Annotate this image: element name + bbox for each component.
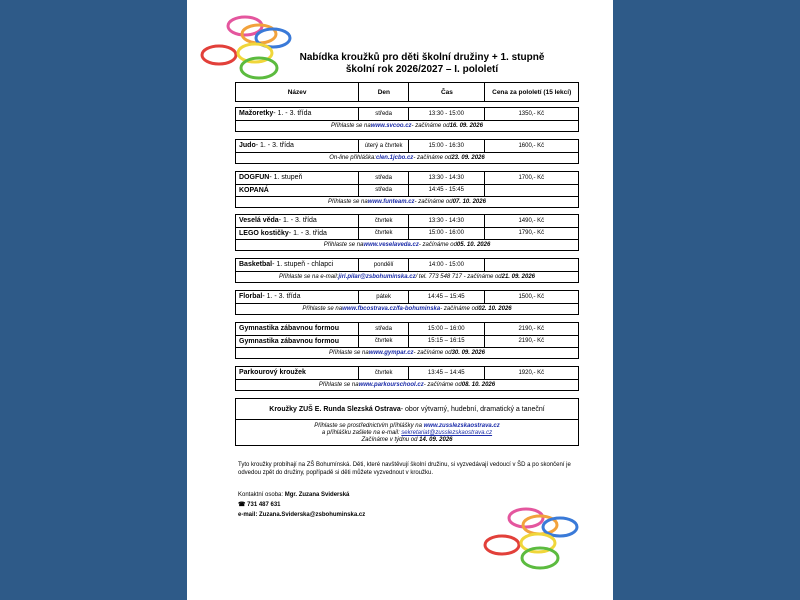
signup-link[interactable]: clen.1jcbo.cz xyxy=(375,154,414,161)
zus-line3-text: Začínáme v týdnu od xyxy=(361,437,420,443)
activity-name-cell xyxy=(236,367,359,379)
activity-row xyxy=(236,228,578,241)
activity-name-cell xyxy=(236,215,359,227)
activity-price xyxy=(485,259,578,271)
activity-name: Basketbal xyxy=(239,261,273,269)
activity-name: Veselá věda xyxy=(239,217,279,225)
activity-time: 13:30 - 15:00 xyxy=(409,108,485,120)
activity-day: pondělí xyxy=(359,259,409,271)
signup-text: On-line přihláška: xyxy=(329,154,376,161)
activity-name: Judo xyxy=(239,142,256,150)
header-day: Den xyxy=(359,83,409,101)
activity-block xyxy=(235,366,579,391)
contact-label: Kontaktní osoba: xyxy=(238,492,285,498)
start-date: 30. 09. 2026 xyxy=(451,350,485,356)
activity-price xyxy=(485,185,578,197)
signup-start-text: / tel. 773 548 717 - začínáme od xyxy=(415,273,502,280)
activity-day: středa xyxy=(359,323,409,335)
activity-day: pátek xyxy=(359,291,409,303)
activity-block xyxy=(235,322,579,359)
activity-row xyxy=(236,323,578,336)
contact-email[interactable]: Zuzana.Sviderska@zsbohuminska.cz xyxy=(259,512,366,518)
activity-name: Gymnastika zábavnou formou xyxy=(239,325,339,333)
activity-grade: - 1. - 3. třída xyxy=(262,293,301,301)
signup-line xyxy=(236,272,578,282)
activity-row xyxy=(236,185,578,198)
signup-line xyxy=(236,121,578,131)
activity-block xyxy=(235,214,579,251)
signup-start-text: - začínáme od xyxy=(423,381,462,388)
activity-name: Gymnastika zábavnou formou xyxy=(239,337,339,345)
activity-name: Mažoretky xyxy=(239,110,274,118)
activity-time: 15:00 - 16:30 xyxy=(409,140,485,152)
signup-line xyxy=(236,153,578,163)
activity-block xyxy=(235,258,579,283)
phone-icon: ☎ xyxy=(238,502,246,508)
signup-text: Přihlaste se na xyxy=(328,199,368,205)
activity-time: 15:00 - 16:00 xyxy=(409,228,485,240)
activity-price: 1920,- Kč xyxy=(518,369,545,376)
header-name: Název xyxy=(236,83,359,101)
email-label: e-mail: xyxy=(238,512,260,518)
signup-link[interactable]: www.gympar.cz xyxy=(368,350,414,356)
activity-price: 2190,- Kč xyxy=(518,325,545,332)
activity-name: DOGFUN xyxy=(239,174,270,182)
zus-block xyxy=(235,398,579,446)
document-title xyxy=(247,52,597,76)
signup-link[interactable]: www.veselaveda.cz xyxy=(363,242,419,248)
activity-name-cell xyxy=(236,259,359,271)
activity-name: LEGO kostičky xyxy=(239,229,289,237)
activity-day: úterý a čtvrtek xyxy=(359,140,409,152)
start-date: 08. 10. 2026 xyxy=(461,381,496,388)
activity-name-cell xyxy=(236,228,359,240)
contact-phone: 731 487 631 xyxy=(247,502,281,508)
signup-text: Přihlaste se na e-mail: xyxy=(279,273,339,280)
zus-start-date: 14. 09. 2026 xyxy=(419,437,453,443)
activity-row xyxy=(236,140,578,153)
activity-time: 14:45 - 15:45 xyxy=(409,185,485,197)
activity-price: 2190,- Kč xyxy=(518,338,545,345)
activity-row xyxy=(236,172,578,185)
zus-title: Kroužky ZUŠ E. Runda Slezská Ostrava xyxy=(269,405,401,413)
activity-day: čtvrtek xyxy=(359,228,409,240)
zus-signup xyxy=(236,420,578,444)
signup-link[interactable]: www.svcoo.cz xyxy=(370,122,412,129)
activity-name-cell xyxy=(236,291,359,303)
activity-grade: - 1. - 3. třída xyxy=(255,142,294,150)
activity-name-cell xyxy=(236,108,359,120)
activity-price: 1350,- Kč xyxy=(518,110,545,117)
activity-day: středa xyxy=(359,108,409,120)
activity-grade: - 1. stupeň xyxy=(269,174,303,182)
activity-block xyxy=(235,107,579,132)
signup-text: Přihlaste se na xyxy=(302,305,343,312)
activity-name-cell xyxy=(236,336,359,348)
activity-time: 15:00 – 16:00 xyxy=(409,323,485,335)
table-header xyxy=(235,82,579,102)
signup-text: Přihlaste se na xyxy=(331,122,371,129)
activity-day: čtvrtek xyxy=(359,367,409,379)
activity-price: 1700,- Kč xyxy=(518,174,545,181)
start-date: 16. 09. 2026 xyxy=(449,122,483,129)
signup-start-text: - začínáme od xyxy=(418,242,457,248)
start-date: 23. 09. 2026 xyxy=(451,154,485,161)
title-line-2: školní rok 2026/2027 – I. pololetí xyxy=(345,64,499,75)
activity-row xyxy=(236,336,578,349)
header-time: Čas xyxy=(409,83,485,101)
signup-link[interactable]: jiri.pilar@zsbohuminska.cz xyxy=(338,273,416,280)
activity-row xyxy=(236,259,578,272)
activity-grade: - 1. stupeň - chlapci xyxy=(272,261,334,269)
signup-text: Přihlaste se na xyxy=(323,242,364,248)
activity-block xyxy=(235,171,579,208)
signup-link[interactable]: www.parkourschool.cz xyxy=(358,381,424,388)
activity-time: 13:30 - 14:30 xyxy=(409,172,485,184)
activity-time: 14:00 - 15:00 xyxy=(409,259,485,271)
signup-start-text: - začínáme od xyxy=(413,154,452,161)
activity-day: čtvrtek xyxy=(359,215,409,227)
activity-price: 1500,- Kč xyxy=(518,293,545,300)
signup-line xyxy=(236,304,578,314)
document-page xyxy=(187,0,613,600)
signup-link[interactable]: www.funteam.cz xyxy=(367,199,415,205)
signup-text: Přihlaste se na xyxy=(329,350,369,356)
activity-day: středa xyxy=(359,172,409,184)
activity-name-cell xyxy=(236,140,359,152)
activity-name-cell xyxy=(236,185,359,197)
activity-name: KOPANÁ xyxy=(239,186,269,194)
signup-start-text: - začínáme od xyxy=(411,122,450,129)
signup-line xyxy=(236,348,578,358)
activity-row xyxy=(236,108,578,121)
info-note: Tyto kroužky probíhají na ZŠ Bohumínská. Děti, které navštěvují školní družinu, si vyzvedávají vedoucí v ŠD a po skončení je odvedou zpět do družiny, popřípadě si děti můžete vyzvednout v kroužku. xyxy=(238,462,571,476)
rings-decoration-bottom xyxy=(480,505,590,575)
activity-price: 1490,- Kč xyxy=(518,217,545,224)
zus-title-row xyxy=(236,399,578,420)
activity-block xyxy=(235,139,579,164)
signup-link[interactable]: www.fbcostrava.cz/fa-bohuminska xyxy=(342,305,441,312)
activity-time: 13:45 – 14:45 xyxy=(409,367,485,379)
contact-person: Mgr. Zuzana Sviderská xyxy=(284,492,350,498)
signup-start-text: - začínáme od xyxy=(414,199,453,205)
activity-block xyxy=(235,290,579,315)
activity-row xyxy=(236,367,578,380)
header-price: Cena za pololetí (15 lekcí) xyxy=(492,88,572,96)
zus-line2-text: a přihlášku zašlete na e-mail: xyxy=(321,430,402,436)
contact-info xyxy=(238,490,365,520)
activity-time: 13:30 - 14:30 xyxy=(409,215,485,227)
zus-web-link[interactable]: www.zusslezskaostrava.cz xyxy=(423,423,500,429)
signup-start-text: - začínáme od xyxy=(440,305,479,312)
start-date: 21. 09. 2026 xyxy=(501,273,535,280)
activity-grade: - 1. - 3. třída xyxy=(273,110,312,118)
signup-text: Přihlaste se na xyxy=(318,381,359,388)
signup-line xyxy=(236,380,578,390)
activity-time: 15:15 – 16:15 xyxy=(409,336,485,348)
activity-name: Florbal xyxy=(239,293,263,301)
start-date: 05. 10. 2026 xyxy=(456,242,491,248)
activity-day: středa xyxy=(359,185,409,197)
activity-price: 1790,- Kč xyxy=(518,230,545,237)
zus-email-link[interactable]: sekretariat@zusslezskaostrava.cz xyxy=(401,430,493,436)
zus-line1-text: Přihlaste se prostřednictvím přihlášky na xyxy=(314,423,424,429)
signup-line xyxy=(236,197,578,207)
activity-price: 1600,- Kč xyxy=(518,142,545,149)
activity-row xyxy=(236,215,578,228)
activity-day: čtvrtek xyxy=(359,336,409,348)
signup-start-text: - začínáme od xyxy=(413,350,452,356)
activity-name-cell xyxy=(236,323,359,335)
activity-row xyxy=(236,291,578,304)
signup-line xyxy=(236,240,578,250)
activity-time: 14:45 – 15:45 xyxy=(409,291,485,303)
activity-grade: - 1. - 3. třída xyxy=(288,229,327,237)
start-date: 07. 10. 2026 xyxy=(452,199,486,205)
title-line-1: Nabídka kroužků pro děti školní družiny + 1. stupně xyxy=(299,52,545,63)
activity-name-cell xyxy=(236,172,359,184)
activity-grade: - 1. - 3. třída xyxy=(278,217,317,225)
activity-name: Parkourový kroužek xyxy=(239,369,306,377)
zus-subtitle: - obor výtvarný, hudební, dramatický a taneční xyxy=(400,405,545,413)
start-date: 02. 10. 2026 xyxy=(478,305,512,312)
